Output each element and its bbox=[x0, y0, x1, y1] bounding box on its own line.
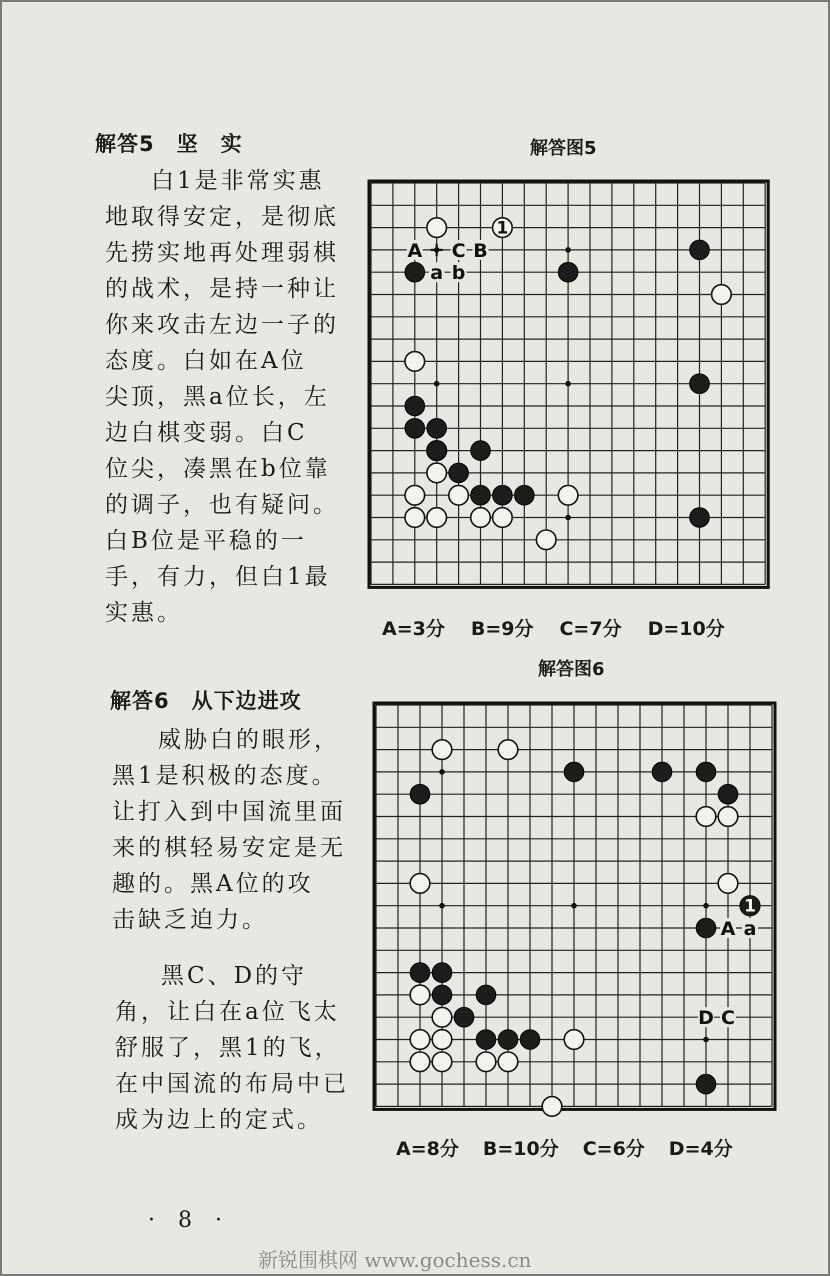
figure6-scores bbox=[396, 1134, 733, 1161]
white-stone bbox=[718, 807, 738, 827]
score-item: A=8分 bbox=[396, 1138, 459, 1160]
figure5-title: 解答图5 bbox=[530, 138, 597, 159]
go-board-figure5 bbox=[368, 180, 768, 592]
point-label: C bbox=[721, 1007, 735, 1030]
text-line: 手，有力，但白1最 bbox=[105, 564, 331, 590]
score-item: D=4分 bbox=[668, 1138, 733, 1160]
score-item: A=3分 bbox=[382, 618, 445, 640]
white-stone bbox=[432, 1007, 452, 1027]
text-line: 角，让白在a位飞太 bbox=[115, 999, 340, 1025]
black-stone bbox=[558, 262, 578, 282]
star-point bbox=[703, 1037, 709, 1043]
move-number: 1 bbox=[496, 218, 509, 239]
text-line: 黑C、D的守 bbox=[161, 963, 308, 989]
black-stone bbox=[690, 508, 710, 528]
black-stone bbox=[471, 485, 491, 505]
text-line: 白B位是平稳的一 bbox=[105, 528, 307, 554]
black-stone bbox=[427, 419, 447, 439]
black-stone bbox=[427, 441, 447, 461]
score-item: B=10分 bbox=[482, 1138, 559, 1160]
text-line: 在中国流的布局中已 bbox=[115, 1071, 349, 1097]
white-stone bbox=[405, 352, 425, 372]
white-stone bbox=[432, 1052, 452, 1072]
white-stone bbox=[405, 508, 425, 528]
white-stone bbox=[493, 508, 513, 528]
black-stone bbox=[520, 1030, 540, 1050]
white-stone bbox=[449, 485, 469, 505]
text-line: 地取得安定，是彻底 bbox=[105, 204, 339, 230]
score-item: C=6分 bbox=[582, 1138, 645, 1160]
answer5-heading: 解答5 坚 实 bbox=[95, 132, 243, 156]
black-stone bbox=[696, 762, 716, 782]
white-stone bbox=[427, 508, 447, 528]
text-line: 白1是非常实惠 bbox=[151, 168, 325, 194]
black-stone bbox=[405, 396, 425, 416]
white-stone bbox=[410, 874, 430, 894]
white-stone bbox=[432, 740, 452, 760]
black-stone bbox=[432, 985, 452, 1005]
text-line: 击缺乏迫力。 bbox=[112, 907, 268, 933]
text-line: 的调子，也有疑问。 bbox=[105, 492, 339, 518]
black-stone bbox=[449, 463, 469, 483]
text-line: 的战术，是持一种让 bbox=[105, 276, 339, 302]
black-stone bbox=[690, 240, 710, 260]
text-line: 来的棋轻易安定是无 bbox=[112, 835, 346, 861]
black-stone bbox=[493, 485, 513, 505]
point-label: b bbox=[451, 262, 466, 285]
black-stone bbox=[410, 963, 430, 983]
black-stone bbox=[476, 1030, 496, 1050]
black-stone bbox=[405, 419, 425, 439]
score-item: D=10分 bbox=[647, 618, 725, 640]
white-stone bbox=[432, 1030, 452, 1050]
white-stone bbox=[410, 1030, 430, 1050]
black-stone bbox=[454, 1007, 474, 1027]
white-stone bbox=[712, 285, 732, 305]
text-line: 边白棋变弱。白C bbox=[105, 420, 308, 446]
text-line: 实惠。 bbox=[105, 600, 183, 626]
text-line: 位尖，凑黑在b位靠 bbox=[105, 456, 331, 482]
star-point bbox=[434, 381, 440, 387]
white-stone bbox=[405, 485, 425, 505]
black-stone bbox=[564, 762, 584, 782]
text-line: 让打入到中国流里面 bbox=[112, 799, 346, 825]
text-line: 舒服了，黑1的飞， bbox=[115, 1035, 341, 1061]
page-number: · 8 · bbox=[148, 1208, 230, 1233]
text-line: 黑1是积极的态度。 bbox=[112, 763, 338, 789]
point-label: a bbox=[430, 262, 444, 285]
white-stone bbox=[536, 530, 556, 550]
figure6-title: 解答图6 bbox=[538, 659, 605, 680]
text-line: 先捞实地再处理弱棋 bbox=[105, 240, 339, 266]
point-label: A bbox=[407, 239, 423, 262]
star-point bbox=[571, 903, 577, 909]
point-label: D bbox=[698, 1007, 714, 1030]
text-line: 成为边上的定式。 bbox=[115, 1107, 323, 1133]
point-label: B bbox=[473, 239, 488, 262]
white-stone bbox=[410, 1052, 430, 1072]
move-number: 1 bbox=[744, 896, 756, 917]
text-line: 态度。白如在A位 bbox=[105, 348, 307, 374]
score-item: C=7分 bbox=[559, 618, 622, 640]
white-stone bbox=[718, 874, 738, 894]
text-line: 趣的。黑A位的攻 bbox=[112, 871, 314, 897]
point-label: A bbox=[720, 918, 736, 940]
star-point bbox=[565, 247, 571, 253]
star-point bbox=[439, 769, 445, 775]
black-stone bbox=[471, 441, 491, 461]
star-point bbox=[703, 903, 709, 909]
white-stone bbox=[410, 985, 430, 1005]
score-item: B=9分 bbox=[470, 618, 534, 640]
answer5-text bbox=[105, 163, 339, 631]
black-stone bbox=[652, 762, 672, 782]
black-stone bbox=[696, 1074, 716, 1094]
white-stone bbox=[471, 508, 491, 528]
white-stone bbox=[542, 1097, 562, 1117]
figure5-scores bbox=[382, 614, 725, 641]
white-stone bbox=[476, 1052, 496, 1072]
answer6-text bbox=[112, 722, 346, 938]
point-label: C bbox=[451, 239, 466, 262]
black-stone bbox=[718, 784, 738, 804]
watermark: 新锐围棋网 www.gochess.cn bbox=[258, 1248, 532, 1272]
star-point bbox=[439, 903, 445, 909]
white-stone bbox=[558, 485, 578, 505]
black-stone bbox=[432, 963, 452, 983]
black-stone bbox=[690, 374, 710, 394]
text-line: 你来攻击左边一子的 bbox=[105, 312, 339, 338]
black-stone bbox=[476, 985, 496, 1005]
white-stone bbox=[696, 807, 716, 827]
black-stone bbox=[410, 784, 430, 804]
white-stone bbox=[427, 463, 447, 483]
point-label: a bbox=[743, 918, 757, 940]
text-line: 尖顶，黑a位长，左 bbox=[105, 384, 330, 410]
white-stone bbox=[564, 1030, 584, 1050]
white-stone bbox=[427, 218, 447, 238]
go-board-figure6 bbox=[373, 702, 775, 1112]
star-point bbox=[565, 381, 571, 387]
white-stone bbox=[498, 740, 518, 760]
black-stone bbox=[696, 918, 716, 938]
star-point bbox=[565, 515, 571, 521]
black-stone bbox=[515, 485, 535, 505]
white-stone bbox=[498, 1052, 518, 1072]
black-stone bbox=[498, 1030, 518, 1050]
answer6-text-2 bbox=[115, 958, 349, 1138]
answer6-heading: 解答6 从下边进攻 bbox=[110, 689, 302, 713]
black-stone bbox=[405, 262, 425, 282]
text-line: 威胁白的眼形， bbox=[158, 727, 340, 753]
